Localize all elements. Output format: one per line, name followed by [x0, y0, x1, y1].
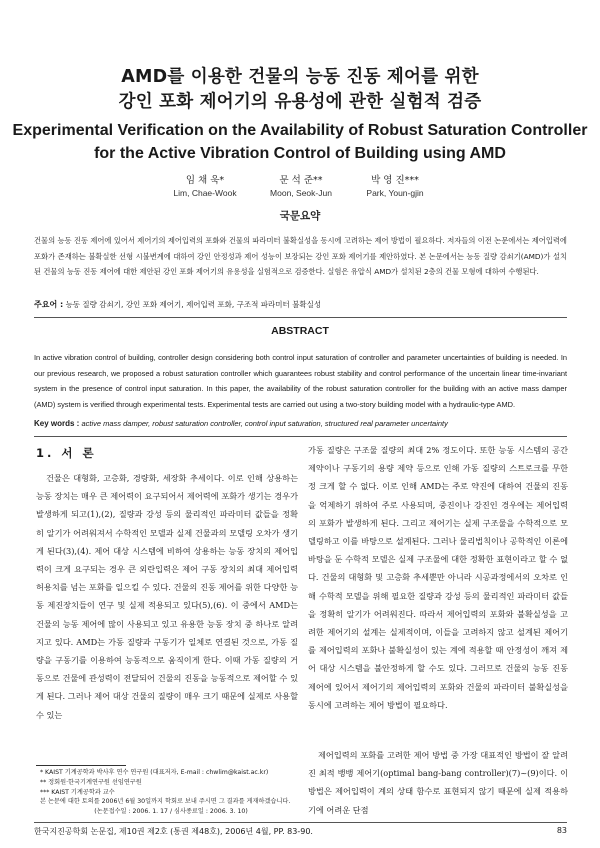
right-column-body-p1: 가동 질량은 구조물 질량의 최대 2% 정도이다. 또한 능동 시스템의 공간 제약이나 구동기의 용량 제약 등으로 인해 가동 질량의 스트로크를 무한정 크게 할 수 없다. 이로 인해 AMD는 주로 약진에 대하여 건물의 진동을 억제하기 위하여 주로 사용되며, 중진이나 강진인 경우에는 제어입력의 포화가 발생하게 된다. 그리고 제어기는 실제 구조물을 수학적으로 모델링하고 이를 바탕으로 설계된다. 그러나 물리법칙이나 공학적인 이론에 바탕을 둔 수학적 모델은 실제 구조물에 대한 정확한 표현이라고 할 수 없다. 건물의 대형화 및 고층화 추세뿐만 아니라 시공과정에서의 오차로 인해 수학적 모델을 위해 필요한 질량과 강성 등의 물리적인 파라미터 값들을 정확히 알기가 어려워진다. 따라서 제어입력의 포화와 불확실성을 고려한 제어기의 설계는 실제적이며, 이들을 고려하지 않고 설계된 제어기를 제어입력의 포화나 불확실성이 있는 계에 적용할 때 안정성이 깨져 제어 대상 시스템을 불안정하게 할 수도 있다. 그러므로 건물의 능동 진동 제어에 있어서 제어기의 제어입력의 포화와 건물의 파라미터 불확실성을 동시에 고려하는 제어 방법이 필요하다.	[308, 445, 568, 710]
divider-english-abstract	[34, 436, 567, 437]
footnote-4: 본 논문에 대한 토의를 2006년 6월 30일까지 학회로 보내 주시면 그 결과를 게재하겠습니다.	[40, 798, 291, 806]
korean-keywords-label: 주요어 :	[34, 300, 64, 309]
english-keywords	[34, 418, 567, 430]
author-3-korean-name: 박 영 진***	[371, 175, 419, 186]
author-3-english-name: Park, Youn-gjin	[366, 188, 424, 198]
right-column-body-p2: 제어입력의 포화를 고려한 제어 방법 중 가장 대표적인 방법이 잘 알려진 최적 뱅뱅 제어기(optimal bang-bang controller)(7)~(9)이다. 이 방법은 제어입력이 계의 상태 함수로 표현되지 않기 때문에 실제 적용하기에 어려운 단점	[308, 750, 568, 815]
english-title-line-1: Experimental Verification on the Availability of Robust Saturation Controller	[12, 122, 588, 139]
footer-rule	[34, 822, 567, 823]
footnote-2: ** 정회원·한국기계연구원 선임연구원	[40, 778, 142, 786]
footnote-1: * KAIST 기계공학과 박사후 연수 연구원 (대표저자, E-mail : chwlim@kaist.ac.kr)	[40, 769, 269, 776]
author-1-korean-name: 임 채 욱*	[185, 175, 225, 186]
korean-abstract-heading: 국문요약	[279, 210, 321, 222]
english-keywords-list: active mass damper, robust saturation controller, control input saturation, structured real parameter uncertainty	[81, 419, 448, 428]
english-title-line-2: for the Active Vibration Control of Building using AMD	[94, 145, 506, 162]
english-abstract-text: In active vibration control of building, controller design considering both control input saturation of controller and parameter uncertainties of building is needed. In our previous research, we proposed a robust saturation controller which guarantees robust stability and control performance of the uncertain linear time-invariant system in the presence of control input saturation. In this paper, the availability of the robust saturation controller for the building with an active mass damper (AMD) system is verified through experimental tests. Experimental tests are carried out using a two-story building model with a hydraulic-type AMD.	[34, 353, 567, 409]
korean-abstract-text: 건물의 능동 진동 제어에 있어서 제어기의 제어입력의 포화와 건물의 파라미터 불확실성을 동시에 고려하는 제어 방법이 필요하다. 저자들의 이전 논문에서는 제어입력에 포화가 존재하는 불확실한 선형 시불변계에 대하여 강인 안정성과 제어 성능이 보장되는 강인 포화 제어기를 제안하였다. 본 논문에서는 능동 질량 감쇠기(AMD)가 설치된 건물의 능동 진동 제어에 대한 제안된 강인 포화 제어기의 유용성을 실험적으로 검증한다. 실험은 유압식 AMD가 설치된 2층의 건물 모형에 대하여 수행된다.	[34, 236, 567, 276]
author-3	[340, 174, 450, 200]
footnote-3: *** KAIST 기계공학과 교수	[40, 788, 115, 796]
author-2-english-name: Moon, Seok-Jun	[270, 188, 332, 198]
section-1-title: 1. 서 론	[36, 446, 97, 460]
author-1	[150, 174, 260, 200]
footnote-separator	[36, 765, 126, 766]
left-column-body: 건물은 대형화, 고층화, 경량화, 세장화 추세이다. 이로 인해 상용하는 능동 장치는 매우 큰 제어력이 요구되어서 제어력에 포화가 생기는 경우가 발생하게 되고(1),(2), 질량과 강성 등의 물리적인 파라미터 값들을 정확히 알기가 어려워져서 수학적인 모델과 실제 건물과의 모델링 오차가 생기게 된다(3),(4). 제어 대상 시스템에 비하여 상용하는 능동 장치의 제어입력이 크게 요구되는 경우 큰 외란입력은 제어 구동 장치의 최대 제어입력 허용치를 넘는 포화를 일으킬 수 있다. 건물의 진동 제어를 위한 다양한 능동 제진장치들이 연구 및 실제 적용되고 있다(5),(6). 이 중에서 AMD는 건물의 능동 제어에 많이 사용되고 있고 유용한 능동 장치 중 하나로 알려지고 있다. AMD는 가동 질량과 구동기가 일체로 연결된 것으로, 가동 질량을 구동기를 이용하여 능동적으로 움직이게 한다. 이때 가동 질량의 거동으로 건물에 관성력이 전달되어 건물의 진동을 능동적으로 제어할 수 있게 된다. 그러나 제어 대상 건물의 질량이 매우 크기 때문에 실제로 사용할 수 있는	[36, 473, 298, 720]
page-number: 83	[556, 826, 567, 835]
divider-korean-abstract	[34, 317, 567, 318]
english-keywords-label: Key words :	[34, 419, 80, 428]
korean-title-line-2: 강인 포화 제어기의 유용성에 관한 실험적 검증	[118, 92, 482, 112]
footnotes	[40, 768, 302, 817]
footer	[34, 826, 567, 837]
author-2-korean-name: 문 석 준**	[279, 175, 323, 186]
footnote-5: (논문접수일 : 2006. 1. 17 / 심사종료일 : 2006. 3. 10)	[94, 808, 248, 816]
author-1-english-name: Lim, Chae-Wook	[173, 188, 237, 198]
korean-keywords	[34, 299, 567, 311]
korean-title-line-1: AMD를 이용한 건물의 능동 진동 제어를 위한	[121, 67, 479, 87]
footer-citation: 한국지진공학회 논문집, 제10권 제2호 (통권 제48호), 2006년 4월, PP. 83-90.	[34, 827, 313, 836]
korean-keywords-list: 능동 질량 감쇠기, 강인 포화 제어기, 제어입력 포화, 구조적 파라미터 불확실성	[65, 300, 322, 309]
english-abstract-heading: ABSTRACT	[271, 325, 329, 337]
